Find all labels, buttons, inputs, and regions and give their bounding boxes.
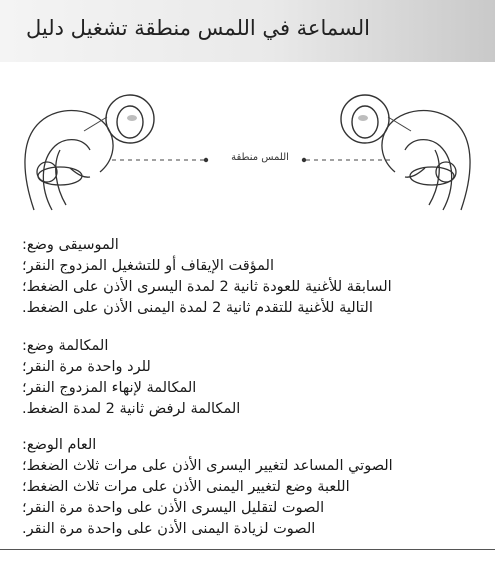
call-mode-line: المكالمة لرفض ثانية 2 لمدة الضغط. bbox=[22, 401, 241, 417]
music-mode-line: المؤقت الإيقاف أو للتشغيل المزدوج النقر؛ bbox=[22, 258, 274, 274]
general-mode-line: الصوتي المساعد لتغيير اليسرى الأذن على مرات ثلاث الضغط؛ bbox=[22, 458, 393, 474]
right-ear-illustration bbox=[382, 111, 470, 210]
touch-area-label: اللمس منطقة bbox=[231, 152, 289, 163]
page-title: السماعة في اللمس منطقة تشغيل دليل bbox=[26, 16, 370, 40]
music-mode-line: التالية للأغنية للتقدم ثانية 2 لمدة اليمنى الأذن على الضغط. bbox=[22, 300, 373, 316]
general-mode-line: اللعبة وضع لتغيير اليمنى الأذن على مرات ثلاث الضغط؛ bbox=[22, 479, 350, 495]
call-mode-line: للرد واحدة مرة النقر؛ bbox=[22, 359, 151, 375]
call-mode-heading: المكالمة وضع: bbox=[22, 338, 109, 354]
music-mode-heading: الموسيقى وضع: bbox=[22, 237, 119, 253]
right-pointer-dot bbox=[302, 158, 306, 162]
call-mode-line: المكالمة لإنهاء المزدوج النقر؛ bbox=[22, 380, 197, 396]
earbud-diagram bbox=[0, 80, 495, 220]
general-mode-line: الصوت لزيادة اليمنى الأذن على واحدة مرة النقر. bbox=[22, 521, 316, 537]
music-mode-line: السابقة للأغنية للعودة ثانية 2 لمدة اليسرى الأذن على الضغط؛ bbox=[22, 279, 392, 295]
left-ear-illustration bbox=[25, 111, 113, 210]
left-pointer-dot bbox=[204, 158, 208, 162]
footer-divider bbox=[0, 549, 495, 550]
right-zoom-bubble bbox=[341, 95, 389, 143]
left-leader-line bbox=[84, 117, 107, 131]
right-leader-line bbox=[388, 117, 411, 131]
general-mode-line: الصوت لتقليل اليسرى الأذن على واحدة مرة النقر؛ bbox=[22, 500, 325, 516]
header-banner bbox=[0, 0, 495, 62]
left-zoom-bubble bbox=[106, 95, 154, 143]
general-mode-heading: العام الوضع: bbox=[22, 437, 97, 453]
